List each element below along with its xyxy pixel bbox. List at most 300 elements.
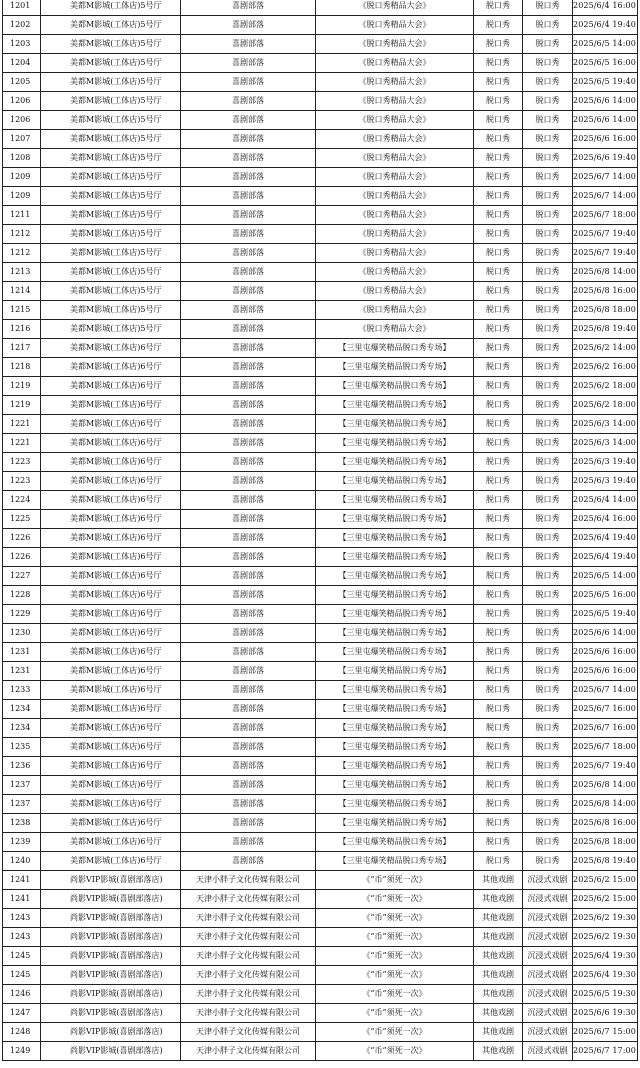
subcategory-cell: 脱口秀: [523, 16, 573, 35]
show-title-cell: 【三里屯爆笑精品脱口秀专场】: [316, 757, 474, 776]
venue-cell: 美都M影城(工体店)5号厅: [41, 206, 181, 225]
category-cell: 脱口秀: [474, 776, 523, 795]
category-cell: 脱口秀: [474, 92, 523, 111]
showtime-cell: 2025/6/7 19:40: [573, 244, 638, 263]
show-title-cell: 【三里屯爆笑精品脱口秀专场】: [316, 795, 474, 814]
row-number-cell: 1234: [3, 700, 41, 719]
venue-cell: 美都M影城(工体店)6号厅: [41, 377, 181, 396]
subcategory-cell: 脱口秀: [523, 73, 573, 92]
row-number-cell: 1206: [3, 111, 41, 130]
organizer-cell: 喜剧部落: [181, 529, 316, 548]
show-title-cell: 《脱口秀精品大会》: [316, 111, 474, 130]
venue-cell: 美都M影城(工体店)5号厅: [41, 54, 181, 73]
row-number-cell: 1201: [3, 0, 41, 16]
category-cell: 脱口秀: [474, 529, 523, 548]
subcategory-cell: 脱口秀: [523, 0, 573, 16]
table-row: [3, 947, 638, 966]
subcategory-cell: 脱口秀: [523, 453, 573, 472]
category-cell: 脱口秀: [474, 510, 523, 529]
show-title-cell: 【三里屯爆笑精品脱口秀专场】: [316, 510, 474, 529]
organizer-cell: 喜剧部落: [181, 111, 316, 130]
row-number-cell: 1239: [3, 833, 41, 852]
row-number-cell: 1234: [3, 719, 41, 738]
subcategory-cell: 脱口秀: [523, 263, 573, 282]
show-title-cell: 【三里屯爆笑精品脱口秀专场】: [316, 472, 474, 491]
venue-cell: 尚影VIP影城(喜剧部落店): [41, 909, 181, 928]
organizer-cell: 喜剧部落: [181, 0, 316, 16]
show-title-cell: 《脱口秀精品大会》: [316, 35, 474, 54]
row-number-cell: 1246: [3, 985, 41, 1004]
row-number-cell: 1223: [3, 472, 41, 491]
organizer-cell: 天津小胖子文化传媒有限公司: [181, 909, 316, 928]
organizer-cell: 喜剧部落: [181, 301, 316, 320]
venue-cell: 尚影VIP影城(喜剧部落店): [41, 1023, 181, 1042]
venue-cell: 美都M影城(工体店)6号厅: [41, 700, 181, 719]
showtime-cell: 2025/6/2 15:00: [573, 871, 638, 890]
subcategory-cell: 脱口秀: [523, 738, 573, 757]
subcategory-cell: 脱口秀: [523, 472, 573, 491]
table-row: [3, 1042, 638, 1061]
organizer-cell: 喜剧部落: [181, 396, 316, 415]
row-number-cell: 1237: [3, 795, 41, 814]
showtime-cell: 2025/6/2 18:00: [573, 377, 638, 396]
table-row: [3, 472, 638, 491]
row-number-cell: 1225: [3, 510, 41, 529]
showtime-cell: 2025/6/6 16:00: [573, 130, 638, 149]
row-number-cell: 1212: [3, 225, 41, 244]
venue-cell: 尚影VIP影城(喜剧部落店): [41, 985, 181, 1004]
venue-cell: 美都M影城(工体店)6号厅: [41, 453, 181, 472]
venue-cell: 尚影VIP影城(喜剧部落店): [41, 1004, 181, 1023]
venue-cell: 尚影VIP影城(喜剧部落店): [41, 947, 181, 966]
table-row: [3, 111, 638, 130]
organizer-cell: 喜剧部落: [181, 643, 316, 662]
row-number-cell: 1245: [3, 947, 41, 966]
table-row: [3, 624, 638, 643]
table-row: [3, 35, 638, 54]
subcategory-cell: 脱口秀: [523, 168, 573, 187]
row-number-cell: 1243: [3, 928, 41, 947]
row-number-cell: 1204: [3, 54, 41, 73]
venue-cell: 美都M影城(工体店)5号厅: [41, 16, 181, 35]
organizer-cell: 喜剧部落: [181, 548, 316, 567]
category-cell: 脱口秀: [474, 472, 523, 491]
table-row: [3, 1004, 638, 1023]
organizer-cell: 天津小胖子文化传媒有限公司: [181, 1023, 316, 1042]
show-title-cell: 《脱口秀精品大会》: [316, 301, 474, 320]
row-number-cell: 1216: [3, 320, 41, 339]
showtime-cell: 2025/6/6 14:00: [573, 111, 638, 130]
category-cell: 脱口秀: [474, 377, 523, 396]
subcategory-cell: 沉浸式戏剧: [523, 928, 573, 947]
organizer-cell: 喜剧部落: [181, 700, 316, 719]
organizer-cell: 喜剧部落: [181, 263, 316, 282]
venue-cell: 美都M影城(工体店)6号厅: [41, 681, 181, 700]
showtime-cell: 2025/6/4 19:40: [573, 529, 638, 548]
organizer-cell: 喜剧部落: [181, 358, 316, 377]
row-number-cell: 1226: [3, 529, 41, 548]
organizer-cell: 喜剧部落: [181, 187, 316, 206]
show-title-cell: 《“币”须死一次》: [316, 985, 474, 1004]
subcategory-cell: 脱口秀: [523, 377, 573, 396]
row-number-cell: 1224: [3, 491, 41, 510]
show-title-cell: 《脱口秀精品大会》: [316, 168, 474, 187]
table-row: [3, 662, 638, 681]
row-number-cell: 1226: [3, 548, 41, 567]
showtime-cell: 2025/6/8 18:00: [573, 301, 638, 320]
row-number-cell: 1208: [3, 149, 41, 168]
row-number-cell: 1233: [3, 681, 41, 700]
organizer-cell: 喜剧部落: [181, 795, 316, 814]
show-title-cell: 《脱口秀精品大会》: [316, 187, 474, 206]
table-row: [3, 320, 638, 339]
show-title-cell: 《“币”须死一次》: [316, 966, 474, 985]
category-cell: 脱口秀: [474, 244, 523, 263]
category-cell: 脱口秀: [474, 73, 523, 92]
row-number-cell: 1221: [3, 434, 41, 453]
table-row: [3, 719, 638, 738]
organizer-cell: 天津小胖子文化传媒有限公司: [181, 928, 316, 947]
venue-cell: 美都M影城(工体店)6号厅: [41, 415, 181, 434]
show-title-cell: 【三里屯爆笑精品脱口秀专场】: [316, 396, 474, 415]
show-title-cell: 《“币”须死一次》: [316, 1042, 474, 1061]
show-title-cell: 《脱口秀精品大会》: [316, 206, 474, 225]
showtime-cell: 2025/6/4 19:40: [573, 16, 638, 35]
category-cell: 脱口秀: [474, 206, 523, 225]
subcategory-cell: 沉浸式戏剧: [523, 947, 573, 966]
show-title-cell: 【三里屯爆笑精品脱口秀专场】: [316, 548, 474, 567]
table-row: [3, 187, 638, 206]
show-title-cell: 【三里屯爆笑精品脱口秀专场】: [316, 586, 474, 605]
subcategory-cell: 脱口秀: [523, 700, 573, 719]
venue-cell: 美都M影城(工体店)6号厅: [41, 472, 181, 491]
venue-cell: 美都M影城(工体店)6号厅: [41, 434, 181, 453]
category-cell: 脱口秀: [474, 814, 523, 833]
category-cell: 脱口秀: [474, 54, 523, 73]
showtime-cell: 2025/6/6 19:40: [573, 149, 638, 168]
row-number-cell: 1229: [3, 605, 41, 624]
show-title-cell: 《脱口秀精品大会》: [316, 0, 474, 16]
category-cell: 脱口秀: [474, 586, 523, 605]
venue-cell: 美都M影城(工体店)6号厅: [41, 795, 181, 814]
category-cell: 脱口秀: [474, 700, 523, 719]
subcategory-cell: 脱口秀: [523, 548, 573, 567]
show-title-cell: 《脱口秀精品大会》: [316, 54, 474, 73]
subcategory-cell: 沉浸式戏剧: [523, 871, 573, 890]
showtime-cell: 2025/6/8 14:00: [573, 263, 638, 282]
table-row: [3, 282, 638, 301]
organizer-cell: 喜剧部落: [181, 206, 316, 225]
subcategory-cell: 脱口秀: [523, 35, 573, 54]
organizer-cell: 天津小胖子文化传媒有限公司: [181, 1042, 316, 1061]
subcategory-cell: 脱口秀: [523, 567, 573, 586]
showtime-cell: 2025/6/4 14:00: [573, 491, 638, 510]
organizer-cell: 喜剧部落: [181, 833, 316, 852]
show-title-cell: 《“币”须死一次》: [316, 928, 474, 947]
showtime-cell: 2025/6/8 19:40: [573, 320, 638, 339]
venue-cell: 美都M影城(工体店)5号厅: [41, 111, 181, 130]
table-row: [3, 73, 638, 92]
organizer-cell: 喜剧部落: [181, 54, 316, 73]
table-row: [3, 871, 638, 890]
subcategory-cell: 脱口秀: [523, 282, 573, 301]
venue-cell: 美都M影城(工体店)6号厅: [41, 339, 181, 358]
category-cell: 脱口秀: [474, 757, 523, 776]
venue-cell: 美都M影城(工体店)6号厅: [41, 643, 181, 662]
show-title-cell: 【三里屯爆笑精品脱口秀专场】: [316, 434, 474, 453]
showtime-cell: 2025/6/7 14:00: [573, 168, 638, 187]
table-row: [3, 168, 638, 187]
category-cell: 脱口秀: [474, 567, 523, 586]
table-row: [3, 833, 638, 852]
row-number-cell: 1209: [3, 187, 41, 206]
category-cell: 其他戏剧: [474, 985, 523, 1004]
organizer-cell: 天津小胖子文化传媒有限公司: [181, 871, 316, 890]
showtime-cell: 2025/6/8 16:00: [573, 814, 638, 833]
category-cell: 脱口秀: [474, 453, 523, 472]
table-row: [3, 966, 638, 985]
subcategory-cell: 脱口秀: [523, 814, 573, 833]
organizer-cell: 喜剧部落: [181, 605, 316, 624]
category-cell: 脱口秀: [474, 149, 523, 168]
row-number-cell: 1248: [3, 1023, 41, 1042]
showtime-cell: 2025/6/2 18:00: [573, 396, 638, 415]
venue-cell: 美都M影城(工体店)6号厅: [41, 510, 181, 529]
subcategory-cell: 脱口秀: [523, 643, 573, 662]
category-cell: 脱口秀: [474, 396, 523, 415]
show-title-cell: 《“币”须死一次》: [316, 947, 474, 966]
show-title-cell: 【三里屯爆笑精品脱口秀专场】: [316, 491, 474, 510]
table-row: [3, 529, 638, 548]
show-title-cell: 《“币”须死一次》: [316, 1023, 474, 1042]
subcategory-cell: 沉浸式戏剧: [523, 1042, 573, 1061]
subcategory-cell: 脱口秀: [523, 605, 573, 624]
subcategory-cell: 沉浸式戏剧: [523, 1023, 573, 1042]
organizer-cell: 喜剧部落: [181, 415, 316, 434]
organizer-cell: 喜剧部落: [181, 320, 316, 339]
table-row: [3, 928, 638, 947]
category-cell: 脱口秀: [474, 282, 523, 301]
subcategory-cell: 脱口秀: [523, 301, 573, 320]
show-title-cell: 【三里屯爆笑精品脱口秀专场】: [316, 567, 474, 586]
table-row: [3, 700, 638, 719]
organizer-cell: 天津小胖子文化传媒有限公司: [181, 985, 316, 1004]
venue-cell: 美都M影城(工体店)5号厅: [41, 187, 181, 206]
showtime-cell: 2025/6/2 16:00: [573, 358, 638, 377]
showtime-cell: 2025/6/5 19:30: [573, 985, 638, 1004]
category-cell: 脱口秀: [474, 16, 523, 35]
row-number-cell: 1231: [3, 643, 41, 662]
row-number-cell: 1237: [3, 776, 41, 795]
category-cell: 脱口秀: [474, 852, 523, 871]
venue-cell: 美都M影城(工体店)6号厅: [41, 396, 181, 415]
organizer-cell: 喜剧部落: [181, 510, 316, 529]
venue-cell: 美都M影城(工体店)5号厅: [41, 0, 181, 16]
showtime-cell: 2025/6/5 19:40: [573, 605, 638, 624]
organizer-cell: 天津小胖子文化传媒有限公司: [181, 966, 316, 985]
row-number-cell: 1202: [3, 16, 41, 35]
showtime-cell: 2025/6/7 15:00: [573, 1023, 638, 1042]
venue-cell: 尚影VIP影城(喜剧部落店): [41, 966, 181, 985]
category-cell: 脱口秀: [474, 605, 523, 624]
category-cell: 脱口秀: [474, 548, 523, 567]
table-row: [3, 567, 638, 586]
venue-cell: 美都M影城(工体店)5号厅: [41, 168, 181, 187]
subcategory-cell: 脱口秀: [523, 339, 573, 358]
table-row: [3, 738, 638, 757]
row-number-cell: 1230: [3, 624, 41, 643]
table-row: [3, 263, 638, 282]
row-number-cell: 1217: [3, 339, 41, 358]
category-cell: 脱口秀: [474, 263, 523, 282]
show-title-cell: 【三里屯爆笑精品脱口秀专场】: [316, 681, 474, 700]
row-number-cell: 1219: [3, 377, 41, 396]
row-number-cell: 1236: [3, 757, 41, 776]
category-cell: 脱口秀: [474, 111, 523, 130]
table-row: [3, 301, 638, 320]
subcategory-cell: 沉浸式戏剧: [523, 909, 573, 928]
venue-cell: 美都M影城(工体店)6号厅: [41, 624, 181, 643]
venue-cell: 尚影VIP影城(喜剧部落店): [41, 871, 181, 890]
category-cell: 脱口秀: [474, 719, 523, 738]
organizer-cell: 喜剧部落: [181, 624, 316, 643]
row-number-cell: 1215: [3, 301, 41, 320]
row-number-cell: 1221: [3, 415, 41, 434]
show-title-cell: 《脱口秀精品大会》: [316, 263, 474, 282]
category-cell: 脱口秀: [474, 415, 523, 434]
venue-cell: 美都M影城(工体店)5号厅: [41, 73, 181, 92]
category-cell: 脱口秀: [474, 301, 523, 320]
venue-cell: 美都M影城(工体店)6号厅: [41, 567, 181, 586]
table-body: [3, 0, 638, 1061]
showtime-cell: 2025/6/3 14:00: [573, 434, 638, 453]
subcategory-cell: 脱口秀: [523, 662, 573, 681]
row-number-cell: 1243: [3, 909, 41, 928]
table-row: [3, 814, 638, 833]
organizer-cell: 天津小胖子文化传媒有限公司: [181, 1004, 316, 1023]
subcategory-cell: 脱口秀: [523, 396, 573, 415]
organizer-cell: 喜剧部落: [181, 35, 316, 54]
subcategory-cell: 脱口秀: [523, 681, 573, 700]
category-cell: 脱口秀: [474, 168, 523, 187]
venue-cell: 美都M影城(工体店)6号厅: [41, 776, 181, 795]
subcategory-cell: 脱口秀: [523, 92, 573, 111]
showtime-cell: 2025/6/4 19:30: [573, 947, 638, 966]
category-cell: 脱口秀: [474, 491, 523, 510]
table-row: [3, 358, 638, 377]
show-title-cell: 《脱口秀精品大会》: [316, 73, 474, 92]
category-cell: 脱口秀: [474, 130, 523, 149]
row-number-cell: 1228: [3, 586, 41, 605]
table-row: [3, 396, 638, 415]
showtime-cell: 2025/6/7 14:00: [573, 187, 638, 206]
organizer-cell: 喜剧部落: [181, 719, 316, 738]
table-row: [3, 605, 638, 624]
venue-cell: 美都M影城(工体店)6号厅: [41, 719, 181, 738]
venue-cell: 美都M影城(工体店)6号厅: [41, 852, 181, 871]
organizer-cell: 喜剧部落: [181, 168, 316, 187]
venue-cell: 美都M影城(工体店)5号厅: [41, 244, 181, 263]
organizer-cell: 喜剧部落: [181, 491, 316, 510]
category-cell: 脱口秀: [474, 643, 523, 662]
category-cell: 脱口秀: [474, 339, 523, 358]
showtime-cell: 2025/6/8 19:40: [573, 852, 638, 871]
table-row: [3, 985, 638, 1004]
show-title-cell: 【三里屯爆笑精品脱口秀专场】: [316, 833, 474, 852]
table-row: [3, 453, 638, 472]
category-cell: 其他戏剧: [474, 1004, 523, 1023]
show-title-cell: 【三里屯爆笑精品脱口秀专场】: [316, 624, 474, 643]
subcategory-cell: 脱口秀: [523, 320, 573, 339]
organizer-cell: 喜剧部落: [181, 567, 316, 586]
show-title-cell: 《脱口秀精品大会》: [316, 244, 474, 263]
showtime-cell: 2025/6/7 18:00: [573, 738, 638, 757]
category-cell: 脱口秀: [474, 795, 523, 814]
organizer-cell: 喜剧部落: [181, 73, 316, 92]
category-cell: 脱口秀: [474, 434, 523, 453]
show-title-cell: 《“币”须死一次》: [316, 871, 474, 890]
venue-cell: 美都M影城(工体店)5号厅: [41, 130, 181, 149]
subcategory-cell: 沉浸式戏剧: [523, 966, 573, 985]
venue-cell: 美都M影城(工体店)5号厅: [41, 282, 181, 301]
table-row: [3, 586, 638, 605]
row-number-cell: 1241: [3, 890, 41, 909]
show-title-cell: 【三里屯爆笑精品脱口秀专场】: [316, 700, 474, 719]
organizer-cell: 喜剧部落: [181, 339, 316, 358]
venue-cell: 美都M影城(工体店)5号厅: [41, 149, 181, 168]
row-number-cell: 1207: [3, 130, 41, 149]
row-number-cell: 1227: [3, 567, 41, 586]
subcategory-cell: 脱口秀: [523, 130, 573, 149]
show-title-cell: 【三里屯爆笑精品脱口秀专场】: [316, 415, 474, 434]
show-title-cell: 《脱口秀精品大会》: [316, 225, 474, 244]
row-number-cell: 1241: [3, 871, 41, 890]
showtime-cell: 2025/6/8 18:00: [573, 833, 638, 852]
organizer-cell: 喜剧部落: [181, 225, 316, 244]
venue-cell: 尚影VIP影城(喜剧部落店): [41, 1042, 181, 1061]
organizer-cell: 喜剧部落: [181, 16, 316, 35]
table-row: [3, 491, 638, 510]
table-row: [3, 909, 638, 928]
category-cell: 脱口秀: [474, 662, 523, 681]
row-number-cell: 1238: [3, 814, 41, 833]
showtime-cell: 2025/6/5 16:00: [573, 586, 638, 605]
category-cell: 其他戏剧: [474, 1042, 523, 1061]
show-title-cell: 【三里屯爆笑精品脱口秀专场】: [316, 776, 474, 795]
table-row: [3, 377, 638, 396]
row-number-cell: 1218: [3, 358, 41, 377]
show-title-cell: 【三里屯爆笑精品脱口秀专场】: [316, 453, 474, 472]
subcategory-cell: 脱口秀: [523, 149, 573, 168]
organizer-cell: 天津小胖子文化传媒有限公司: [181, 890, 316, 909]
row-number-cell: 1209: [3, 168, 41, 187]
table-row: [3, 339, 638, 358]
show-title-cell: 【三里屯爆笑精品脱口秀专场】: [316, 662, 474, 681]
subcategory-cell: 脱口秀: [523, 111, 573, 130]
venue-cell: 美都M影城(工体店)5号厅: [41, 35, 181, 54]
subcategory-cell: 脱口秀: [523, 187, 573, 206]
subcategory-cell: 脱口秀: [523, 244, 573, 263]
row-number-cell: 1211: [3, 206, 41, 225]
table-row: [3, 434, 638, 453]
organizer-cell: 喜剧部落: [181, 92, 316, 111]
venue-cell: 美都M影城(工体店)6号厅: [41, 529, 181, 548]
venue-cell: 美都M影城(工体店)6号厅: [41, 738, 181, 757]
subcategory-cell: 脱口秀: [523, 358, 573, 377]
row-number-cell: 1240: [3, 852, 41, 871]
venue-cell: 美都M影城(工体店)6号厅: [41, 491, 181, 510]
showtime-cell: 2025/6/5 14:00: [573, 35, 638, 54]
